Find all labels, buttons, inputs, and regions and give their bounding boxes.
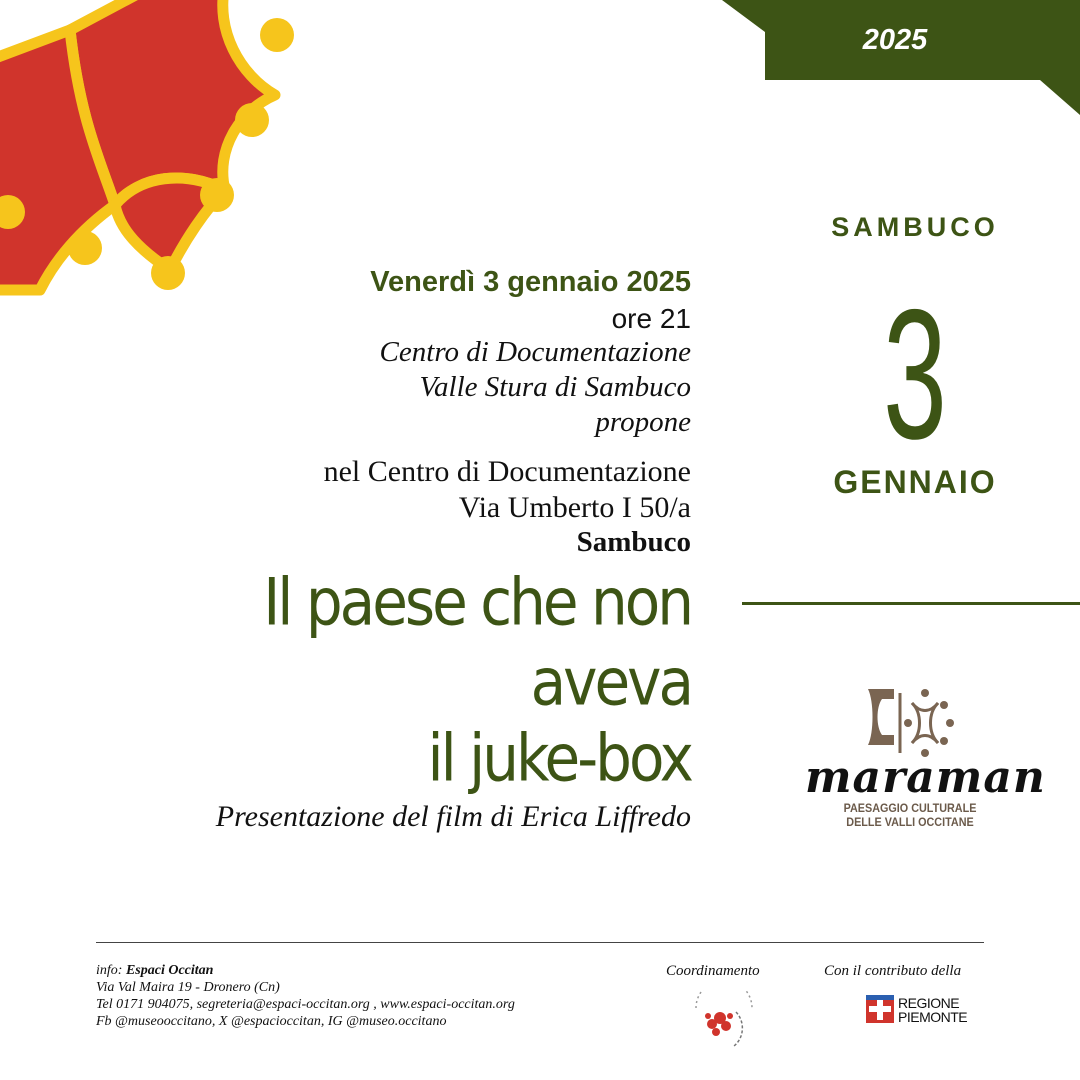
venue-town: Sambuco: [576, 526, 691, 558]
footer-info-line: [96, 962, 213, 979]
footer-contacts: Tel 0171 904075, segreteria@espaci-occitan.org , www.espaci-occitan.org: [96, 997, 515, 1012]
side-divider: [742, 602, 1080, 605]
coordination-label: Coordinamento: [666, 963, 760, 979]
date-town: SAMBUCO: [831, 212, 999, 242]
organizer-line: Valle Stura di Sambuco: [419, 371, 691, 403]
espaci-occitan-logo-icon: [686, 990, 762, 1050]
footer-social: Fb @museooccitano, X @espacioccitan, IG @museo.occitano: [96, 1014, 447, 1029]
date-month: GENNAIO: [833, 464, 997, 500]
date-day-number: 3: [883, 272, 947, 478]
footer-address: Via Val Maira 19 - Dronero (Cn): [96, 980, 280, 995]
venue-line: nel Centro di Documentazione: [323, 455, 691, 488]
organizer-line: propone: [595, 406, 691, 438]
info-org: Espaci Occitan: [125, 963, 214, 978]
event-date: Venerdì 3 gennaio 2025: [370, 266, 691, 298]
contribution-label: Con il contributo della: [824, 963, 962, 979]
regione-line: PIEMONTE: [898, 1009, 968, 1025]
organizer-line: Centro di Documentazione: [379, 336, 691, 368]
maraman-subtitle: DELLE VALLI OCCITANE: [846, 815, 974, 829]
event-title-line: il juke-box: [427, 719, 691, 796]
year-label: 2025: [862, 24, 928, 56]
info-label: info:: [96, 963, 123, 978]
maraman-logo-icon: [860, 683, 956, 763]
venue-line: Via Umberto I 50/a: [458, 491, 691, 524]
event-title-line: aveva: [530, 643, 691, 720]
regione-line: REGIONE: [898, 995, 960, 1011]
event-time: ore 21: [611, 303, 691, 334]
event-subtitle: Presentazione del film di Erica Liffredo: [215, 800, 691, 833]
maraman-wordmark: maraman: [805, 752, 1046, 803]
footer-divider: [96, 942, 984, 943]
maraman-subtitle: PAESAGGIO CULTURALE: [843, 801, 977, 815]
year-tab-shape: [0, 0, 1080, 120]
event-title-line: Il paese che non: [263, 563, 691, 640]
